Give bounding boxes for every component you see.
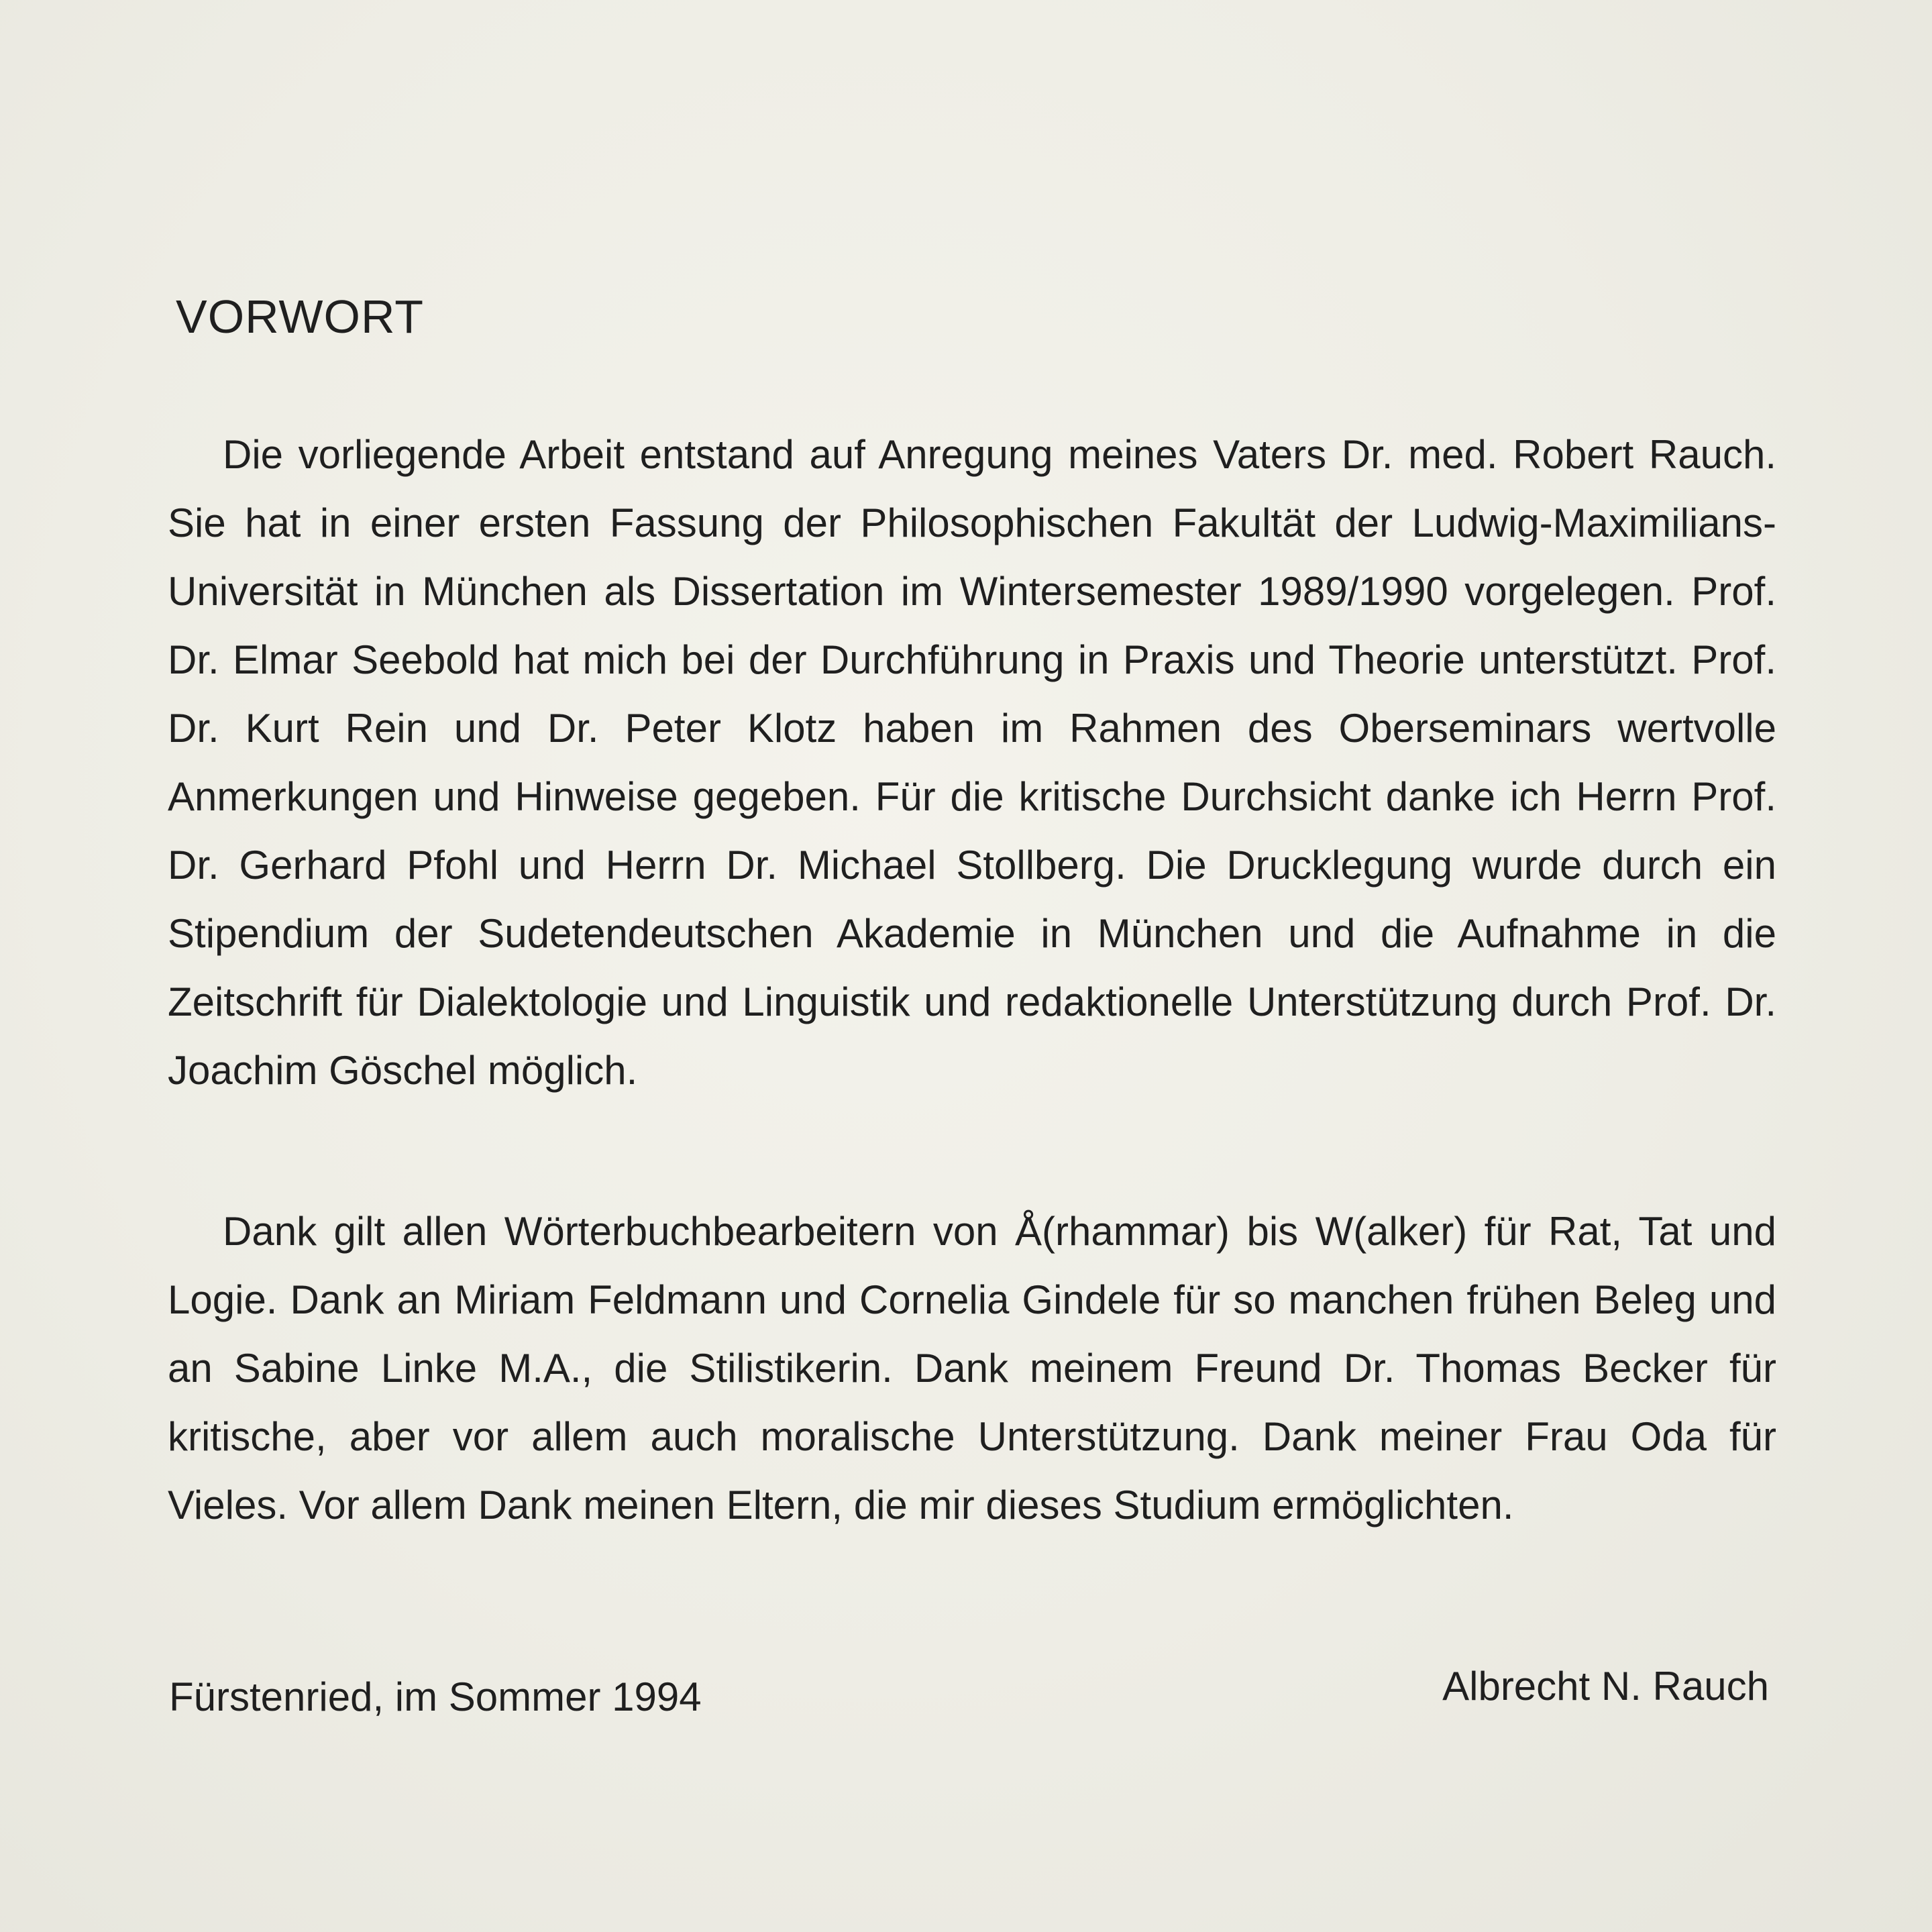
paragraph-acknowledgement-academic: Die vorliegende Arbeit entstand auf Anregung meines Vaters Dr. med. Robert Rauch. Sie hat in einer ersten Fassung der Philosophischen Fakultät der Ludwig-Maximilians-Universität in München als Dissertation im Wintersemester 1989/1990 vorgelegen. Prof. Dr. Elmar Seebold hat mich bei der Durchführung in Praxis und Theorie unterstützt. Prof. Dr. Kurt Rein und Dr. Peter Klotz haben im Rahmen des Oberseminars wertvolle Anmerkungen und Hinweise gegeben. Für die kritische Durchsicht danke ich Herrn Prof. Dr. Gerhard Pfohl und Herrn Dr. Michael Stollberg. Die Drucklegung wurde durch ein Stipendium der Sudetendeutschen Akademie in München und die Aufnahme in die Zeitschrift für Dialektologie und Linguistik und redaktionelle Unterstützung durch Prof. Dr. Joachim Göschel möglich. xyxy=(168,432,1776,1093)
paragraph-acknowledgement-personal: Dank gilt allen Wörterbuchbearbeitern von Å(rhammar) bis W(alker) für Rat, Tat und Logie. Dank an Miriam Feldmann und Cornelia Gindele für so manchen frühen Beleg und an Sabine Linke M.A., die Stilistikerin. Dank meinem Freund Dr. Thomas Becker für kritische, aber vor allem auch moralische Unterstützung. Dank meiner Frau Oda für Vieles. Vor allem Dank meinen Eltern, die mir dieses Studium ermöglichten. xyxy=(168,1209,1776,1527)
place-and-date: Fürstenried, im Sommer 1994 xyxy=(169,1674,702,1719)
author-name: Albrecht N. Rauch xyxy=(1442,1664,1769,1709)
signature-line xyxy=(169,1664,1769,1748)
page-title: VORWORT xyxy=(176,290,424,343)
